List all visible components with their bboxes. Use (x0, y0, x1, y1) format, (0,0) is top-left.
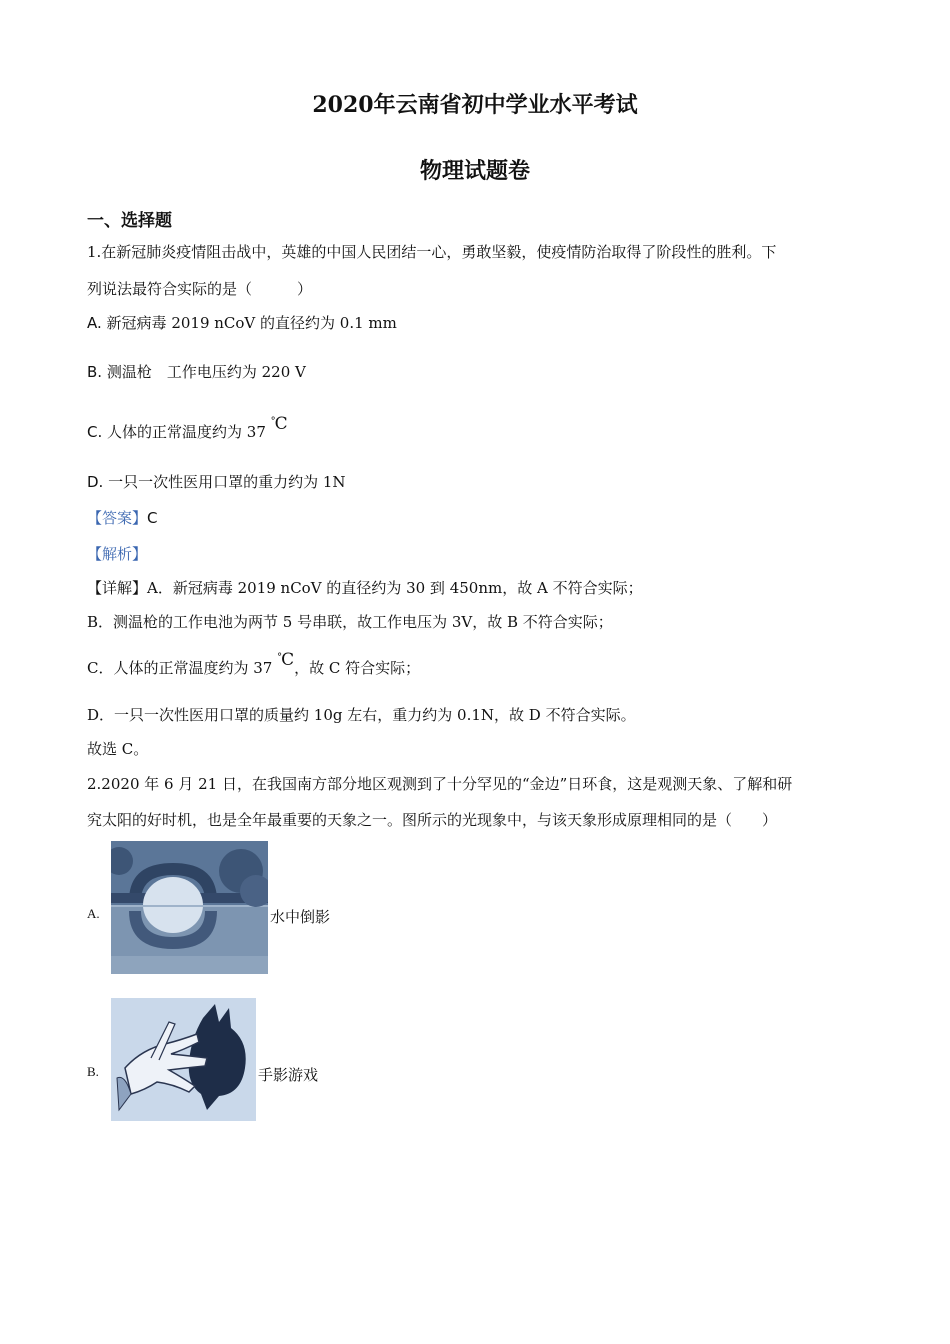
q2-option-b-caption: 手影游戏 (258, 1066, 319, 1084)
q2-stem-line1: 2.2020 年 6 月 21 日，在我国南方部分地区观测到了十分罕见的“金边”日环食，这是观测天象、了解和研 (87, 775, 793, 793)
option-text: 新冠病毒 2019 nCoV 的直径约为 0.1 mm (106, 314, 397, 332)
detail-a: 【详解】A．新冠病毒 2019 nCoV 的直径约为 30 到 450nm，故 A 不符合实际； (87, 579, 643, 597)
answer-line (87, 507, 158, 528)
option-letter: D. (87, 473, 104, 491)
option-text: 一只一次性医用口罩的重力约为 1N (108, 473, 346, 491)
degree-unit: ° C (277, 650, 295, 670)
analysis-tag: 【解析】 (87, 545, 148, 563)
q2-stem-line2: 究太阳的好时机，也是全年最重要的天象之一。图所示的光现象中，与该天象形成原理相同的是（ ） (87, 811, 778, 829)
degree-unit: ° C (270, 414, 288, 434)
q1-option-d (87, 471, 346, 492)
q1-option-c (87, 414, 288, 442)
q2-option-a-letter: A. (87, 906, 100, 921)
answer-value: C (147, 509, 158, 527)
exam-title: 2020年云南省初中学业水平考试 (312, 92, 638, 118)
conclusion: 故选 C。 (87, 740, 149, 758)
q1-stem-line2: 列说法最符合实际的是（ ） (87, 280, 313, 298)
q2-option-b-letter: B. (87, 1064, 99, 1079)
detail-c (87, 650, 421, 678)
detail-d: D．一只一次性医用口罩的质量约 10g 左右，重力约为 0.1N，故 D 不符合实际。 (87, 706, 636, 724)
option-letter: C. (87, 423, 103, 441)
detail-c-text: C．人体的正常温度约为 37 (87, 659, 273, 677)
detail-b: B．测温枪的工作电池为两节 5 号串联，故工作电压为 3V，故 B 不符合实际； (87, 613, 613, 631)
exam-subtitle: 物理试题卷 (419, 158, 530, 184)
q1-option-a (87, 312, 397, 333)
option-text: 人体的正常温度约为 37 (107, 423, 266, 441)
option-letter: A. (87, 314, 102, 332)
q1-option-b (87, 361, 306, 382)
option-text: 测温枪 工作电压约为 220 V (106, 363, 306, 381)
hand-shadow-image (111, 998, 256, 1121)
q2-option-a-caption: 水中倒影 (270, 908, 331, 926)
option-letter: B. (87, 363, 103, 381)
answer-tag: 【答案】 (87, 509, 148, 527)
q1-stem-line1: 1.在新冠肺炎疫情阻击战中，英雄的中国人民团结一心，勇敢坚毅，使疫情防治取得了阶段性的胜利。下 (87, 243, 777, 261)
bridge-reflection-image (111, 841, 268, 974)
section-heading: 一、选择题 (87, 211, 172, 231)
detail-c-tail: ，故 C 符合实际； (294, 659, 421, 677)
